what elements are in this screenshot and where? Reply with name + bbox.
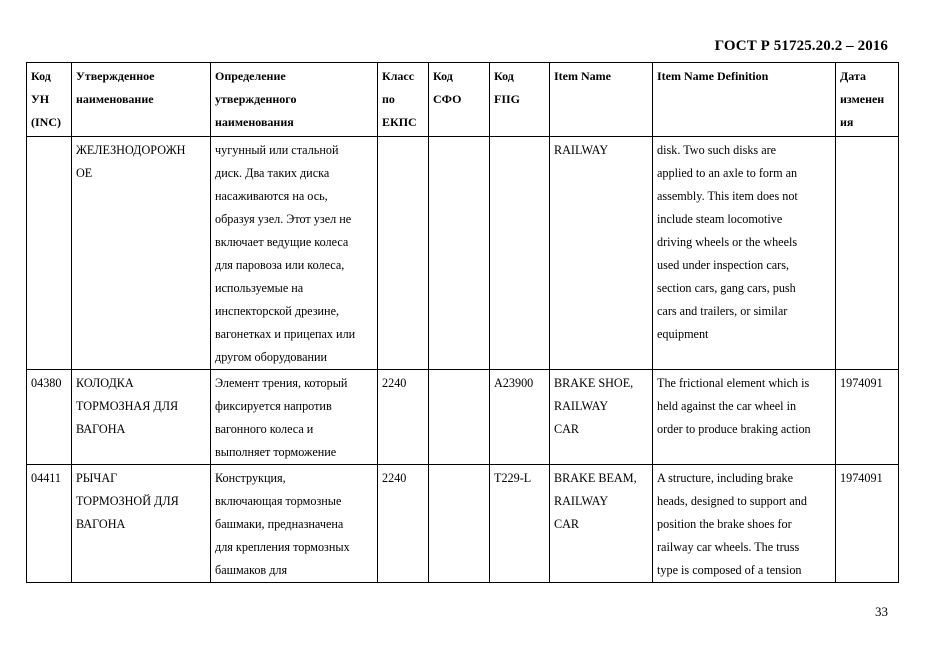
cell-class [378,137,429,370]
cell-text-line: СФО [433,92,462,106]
cell-text-line: order to produce braking action [657,422,811,436]
cell-inc [27,370,72,465]
cell-text-line: 2240 [382,376,407,390]
cell-text-line: ВАГОНА [76,517,126,531]
cell-text-line: position the brake shoes for [657,517,792,531]
cell-inc [27,465,72,583]
cell-text-line: башмаки, предназначена [215,517,344,531]
cell-text-line: используемые на [215,281,304,295]
cell-text-line: вагонетках и прицепах или [215,327,356,341]
cell-item-definition [653,465,836,583]
cell-text-line: включающая тормозные [215,494,342,508]
cell-text-line: ТОРМОЗНАЯ ДЛЯ [76,399,179,413]
page-number: 33 [875,604,888,619]
cell-text-line: section cars, gang cars, push [657,281,796,295]
header-approved-name [72,63,211,137]
cell-text-line: изменен [840,92,885,106]
cell-text-line: heads, designed to support and [657,494,807,508]
cell-date [836,137,899,370]
cell-text-line: образуя узел. Этот узел не [215,212,352,226]
cell-text-line: инспекторской дрезине, [215,304,340,318]
cell-text-line: утвержденного [215,92,297,106]
cell-text-line: BRAKE SHOE, [554,376,634,390]
cell-text-line: Утвержденное [76,69,155,83]
cell-text-line: railway car wheels. The truss [657,540,800,554]
cell-text-line: RAILWAY [554,399,609,413]
cell-name [72,465,211,583]
table-row [27,137,899,370]
cell-text-line: для крепления тормозных [215,540,350,554]
cell-text-line: вагонного колеса и [215,422,314,436]
cell-sfo [429,465,490,583]
cell-text-line: type is composed of a tension [657,563,802,577]
cell-text-line: The frictional element which is [657,376,810,390]
cell-text-line: диск. Два таких диска [215,166,330,180]
cell-sfo [429,137,490,370]
cell-inc [27,137,72,370]
cell-text-line: CAR [554,422,580,436]
cell-class [378,370,429,465]
cell-text-line: RAILWAY [554,143,609,157]
cell-text-line: Код [31,69,51,83]
cell-text-line: A structure, including brake [657,471,794,485]
cell-text-line: Код [494,69,514,83]
cell-text-line: Конструкция, [215,471,286,485]
cell-fiig [490,137,550,370]
cell-text-line: ЕКПС [382,115,417,129]
cell-text-line: КОЛОДКА [76,376,134,390]
cell-definition [211,370,378,465]
cell-item-name [550,137,653,370]
cell-text-line: FIIG [494,92,521,106]
cell-text-line: RAILWAY [554,494,609,508]
cell-text-line: applied to an axle to form an [657,166,798,180]
cell-text-line: T229-L [494,471,532,485]
cell-text-line: Item Name [554,69,611,83]
cell-text-line: 2240 [382,471,407,485]
cell-text-line: выполняет торможение [215,445,337,459]
cell-text-line: equipment [657,327,709,341]
cell-text-line: driving wheels or the wheels [657,235,798,249]
cell-text-line: disk. Two such disks are [657,143,777,157]
cell-date [836,465,899,583]
cell-text-line: cars and trailers, or similar [657,304,788,318]
cell-text-line: A23900 [494,376,534,390]
cell-name [72,137,211,370]
cell-text-line: 04380 [31,376,62,390]
cell-text-line: башмаков для [215,563,288,577]
cell-text-line: РЫЧАГ [76,471,118,485]
cell-definition [211,465,378,583]
cell-text-line: ЖЕЛЕЗНОДОРОЖН [76,143,186,157]
cell-text-line: другом оборудовании [215,350,328,364]
header-class [378,63,429,137]
cell-text-line: Item Name Definition [657,69,769,83]
cell-text-line: assembly. This item does not [657,189,798,203]
cell-text-line: BRAKE BEAM, [554,471,637,485]
cell-text-line: ия [840,115,854,129]
header-sfo [429,63,490,137]
document-number: ГОСТ Р 51725.20.2 – 2016 [714,38,888,54]
cell-name [72,370,211,465]
cell-text-line: включает ведущие колеса [215,235,349,249]
cell-text-line: насаживаются на ось, [215,189,328,203]
cell-text-line: фиксируется напротив [215,399,332,413]
cell-text-line: ТОРМОЗНОЙ ДЛЯ [76,494,179,508]
cell-text-line: include steam locomotive [657,212,783,226]
header-inc [27,63,72,137]
cell-text-line: ОЕ [76,166,93,180]
header-definition [211,63,378,137]
cell-text-line: для паровоза или колеса, [215,258,345,272]
cell-text-line: 1974091 [840,471,883,485]
cell-item-name [550,465,653,583]
cell-class [378,465,429,583]
cell-fiig [490,370,550,465]
cell-item-name [550,370,653,465]
cell-text-line: (INC) [31,115,61,129]
table-header-row [27,63,899,137]
cell-text-line: Дата [840,69,866,83]
cell-text-line: held against the car wheel in [657,399,797,413]
cell-item-definition [653,137,836,370]
cell-text-line: по [382,92,395,106]
cell-text-line: Класс [382,69,415,83]
header-item-definition [653,63,836,137]
cell-item-definition [653,370,836,465]
catalog-table [26,62,899,583]
cell-text-line: 04411 [31,471,62,485]
cell-text-line: CAR [554,517,580,531]
cell-definition [211,137,378,370]
header-change-date [836,63,899,137]
cell-date [836,370,899,465]
cell-text-line: чугунный или стальной [215,143,339,157]
table-row [27,370,899,465]
cell-text-line: used under inspection cars, [657,258,789,272]
header-fiig [490,63,550,137]
cell-text-line: наименования [215,115,294,129]
cell-text-line: Код [433,69,453,83]
cell-text-line: Элемент трения, который [215,376,348,390]
cell-text-line: наименование [76,92,154,106]
cell-sfo [429,370,490,465]
header-item-name [550,63,653,137]
cell-text-line: УН [31,92,50,106]
cell-text-line: ВАГОНА [76,422,126,436]
cell-fiig [490,465,550,583]
cell-text-line: Определение [215,69,286,83]
table-row [27,465,899,583]
cell-text-line: 1974091 [840,376,883,390]
